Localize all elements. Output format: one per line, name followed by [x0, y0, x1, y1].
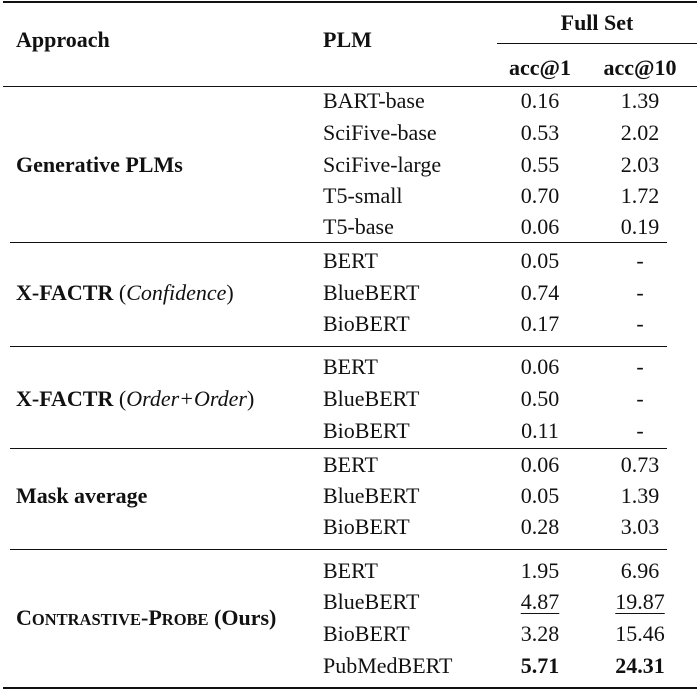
group-label-generative: Generative PLMs [16, 152, 183, 177]
acc1-cell: 0.05 [520, 483, 560, 508]
plm-cell: BART-base [323, 88, 425, 113]
header-full-set: Full Set [560, 10, 634, 35]
paren-open: ( [113, 386, 127, 411]
acc10-cell: - [636, 280, 644, 305]
acc1-cell-best: 5.71 [520, 653, 560, 678]
acc1-cell: 0.55 [520, 152, 560, 177]
acc10-cell: - [636, 248, 644, 273]
name-rest-2: ROBE [161, 610, 209, 629]
acc10-cell: - [636, 354, 644, 379]
plm-cell: BlueBERT [323, 589, 420, 614]
plm-cell: BioBERT [323, 621, 410, 646]
acc10-cell: - [636, 386, 644, 411]
name-rest-1: ONTRASTIVE [31, 610, 142, 629]
acc10-cell: 0.19 [620, 214, 660, 239]
header-acc1: acc@1 [509, 55, 571, 80]
plm-cell: BlueBERT [323, 280, 420, 305]
variant-name: Order+Order [126, 386, 247, 411]
acc10-cell: 1.72 [620, 183, 660, 208]
plm-cell: BERT [323, 248, 378, 273]
plm-cell: T5-base [323, 214, 394, 239]
plm-cell: BioBERT [323, 418, 410, 443]
acc1-cell: 0.11 [521, 418, 559, 443]
acc10-cell-underlined [583, 591, 697, 613]
plm-cell: T5-small [323, 183, 403, 208]
group-rule-4 [10, 549, 667, 550]
top-rule [3, 1, 697, 3]
plm-cell: BlueBERT [323, 483, 420, 508]
plm-cell: BERT [323, 354, 378, 379]
acc10-value: 19.87 [615, 589, 665, 614]
name-cap-2: -P [141, 605, 162, 630]
header-plm: PLM [323, 27, 372, 52]
plm-cell: BERT [323, 558, 378, 583]
acc10-cell: 2.03 [620, 152, 660, 177]
acc1-cell: 3.28 [520, 621, 560, 646]
header-rule [3, 86, 697, 87]
acc1-cell: 1.95 [520, 558, 560, 583]
acc10-cell: 2.02 [620, 120, 660, 145]
paren-close: ) [246, 386, 255, 411]
acc1-cell: 0.06 [520, 452, 560, 477]
acc10-cell: 1.39 [620, 483, 660, 508]
acc1-cell: 0.74 [520, 280, 560, 305]
acc10-cell: 1.39 [620, 88, 660, 113]
name-tail: (Ours) [208, 605, 277, 630]
full-set-rule [497, 43, 697, 44]
header-acc10: acc@10 [603, 55, 677, 80]
plm-cell: BioBERT [323, 514, 410, 539]
group-label-xfactr-order [16, 388, 254, 410]
group-name: X-FACTR [16, 386, 114, 411]
acc10-cell: - [636, 418, 644, 443]
group-name: X-FACTR [16, 280, 114, 305]
acc10-cell: - [636, 311, 644, 336]
acc10-cell: 0.73 [620, 452, 660, 477]
acc1-cell: 0.17 [520, 311, 560, 336]
acc10-cell: 3.03 [620, 514, 660, 539]
paren-open: ( [113, 280, 127, 305]
plm-cell: SciFive-base [323, 120, 437, 145]
acc1-cell-underlined [497, 591, 583, 613]
plm-cell: PubMedBERT [323, 653, 453, 678]
acc1-value: 4.87 [520, 589, 560, 614]
acc1-cell: 0.70 [520, 183, 560, 208]
group-label-contrastive-probe [16, 607, 276, 629]
header-approach: Approach [16, 27, 110, 52]
acc10-cell: 6.96 [620, 558, 660, 583]
group-label-xfactr-confidence [16, 282, 234, 304]
plm-cell: BERT [323, 452, 378, 477]
paren-close: ) [226, 280, 234, 305]
acc10-cell: 15.46 [615, 621, 665, 646]
acc1-cell: 0.53 [520, 120, 560, 145]
bottom-rule [3, 687, 697, 689]
plm-cell: BioBERT [323, 311, 410, 336]
acc1-cell: 0.28 [520, 514, 560, 539]
acc1-cell: 0.16 [520, 88, 560, 113]
acc10-cell-best: 24.31 [615, 653, 665, 678]
group-rule-3 [10, 448, 667, 449]
acc1-cell: 0.06 [520, 214, 560, 239]
variant-name: Confidence [126, 280, 227, 305]
group-label-mask-average: Mask average [16, 483, 148, 508]
acc1-cell: 0.05 [520, 248, 560, 273]
plm-cell: BlueBERT [323, 386, 420, 411]
group-rule-1 [10, 242, 667, 243]
acc1-cell: 0.50 [520, 386, 560, 411]
plm-cell: SciFive-large [323, 152, 442, 177]
group-rule-2 [10, 346, 667, 347]
name-cap-1: C [16, 605, 32, 630]
acc1-cell: 0.06 [520, 354, 560, 379]
